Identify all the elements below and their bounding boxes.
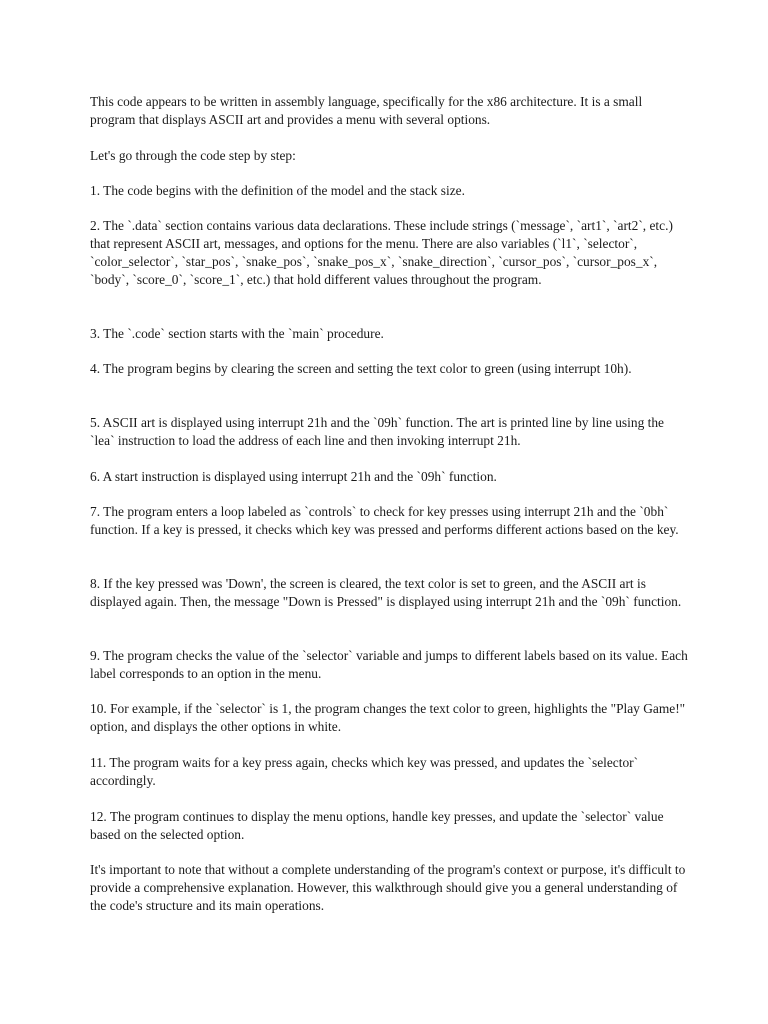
step-6-paragraph: 6. A start instruction is displayed using interrupt 21h and the `09h` function. [90,469,497,484]
conclusion-paragraph: It's important to note that without a complete understanding of the program's context or purpose, it's difficult to provide a comprehensive explanation. However, this walkthrough should give you a general understanding of the code's structure and its main operations. [90,862,686,913]
intro-paragraph: This code appears to be written in assembly language, specifically for the x86 architecture. It is a small program that displays ASCII art and provides a menu with several options. [90,94,643,127]
step-7-paragraph: 7. The program enters a loop labeled as `controls` to check for key presses using interrupt 21h and the `0bh` function. If a key is pressed, it checks which key was pressed and performs different actions based on the key. [90,504,679,537]
step-3-paragraph: 3. The `.code` section starts with the `main` procedure. [90,326,384,341]
overview-paragraph: Let's go through the code step by step: [90,148,296,163]
step-2-paragraph: 2. The `.data` section contains various data declarations. These include strings (`message`, `art1`, `art2`, etc.) that represent ASCII art, messages, and options for the menu. There are also variables (`l1`, `selector`, `color_selector`, `star_pos`, `snake_pos`, `snake_pos_x`, `snake_direction`, `cursor_pos`, `cursor_pos_x`, `body`, `score_0`, `score_1`, etc.) that hold different values throughout the program. [90,218,673,287]
step-5-paragraph: 5. ASCII art is displayed using interrupt 21h and the `09h` function. The art is printed line by line using the `lea` instruction to load the address of each line and then invoking interrupt 21h. [90,415,664,448]
step-9-paragraph: 9. The program checks the value of the `selector` variable and jumps to different labels based on its value. Each label corresponds to an option in the menu. [90,648,688,681]
step-1-paragraph: 1. The code begins with the definition of the model and the stack size. [90,183,465,198]
step-10-paragraph: 10. For example, if the `selector` is 1, the program changes the text color to green, highlights the "Play Game!" option, and displays the other options in white. [90,701,686,734]
step-4-paragraph: 4. The program begins by clearing the screen and setting the text color to green (using interrupt 10h). [90,361,632,376]
step-11-paragraph: 11. The program waits for a key press again, checks which key was pressed, and updates the `selector` accordingly. [90,755,639,788]
step-12-paragraph: 12. The program continues to display the menu options, handle key presses, and update the `selector` value based on the selected option. [90,809,664,842]
step-8-paragraph: 8. If the key pressed was 'Down', the screen is cleared, the text color is set to green, and the ASCII art is displayed again. Then, the message "Down is Pressed" is displayed using interrupt 21h and the `09h` function. [90,576,682,609]
